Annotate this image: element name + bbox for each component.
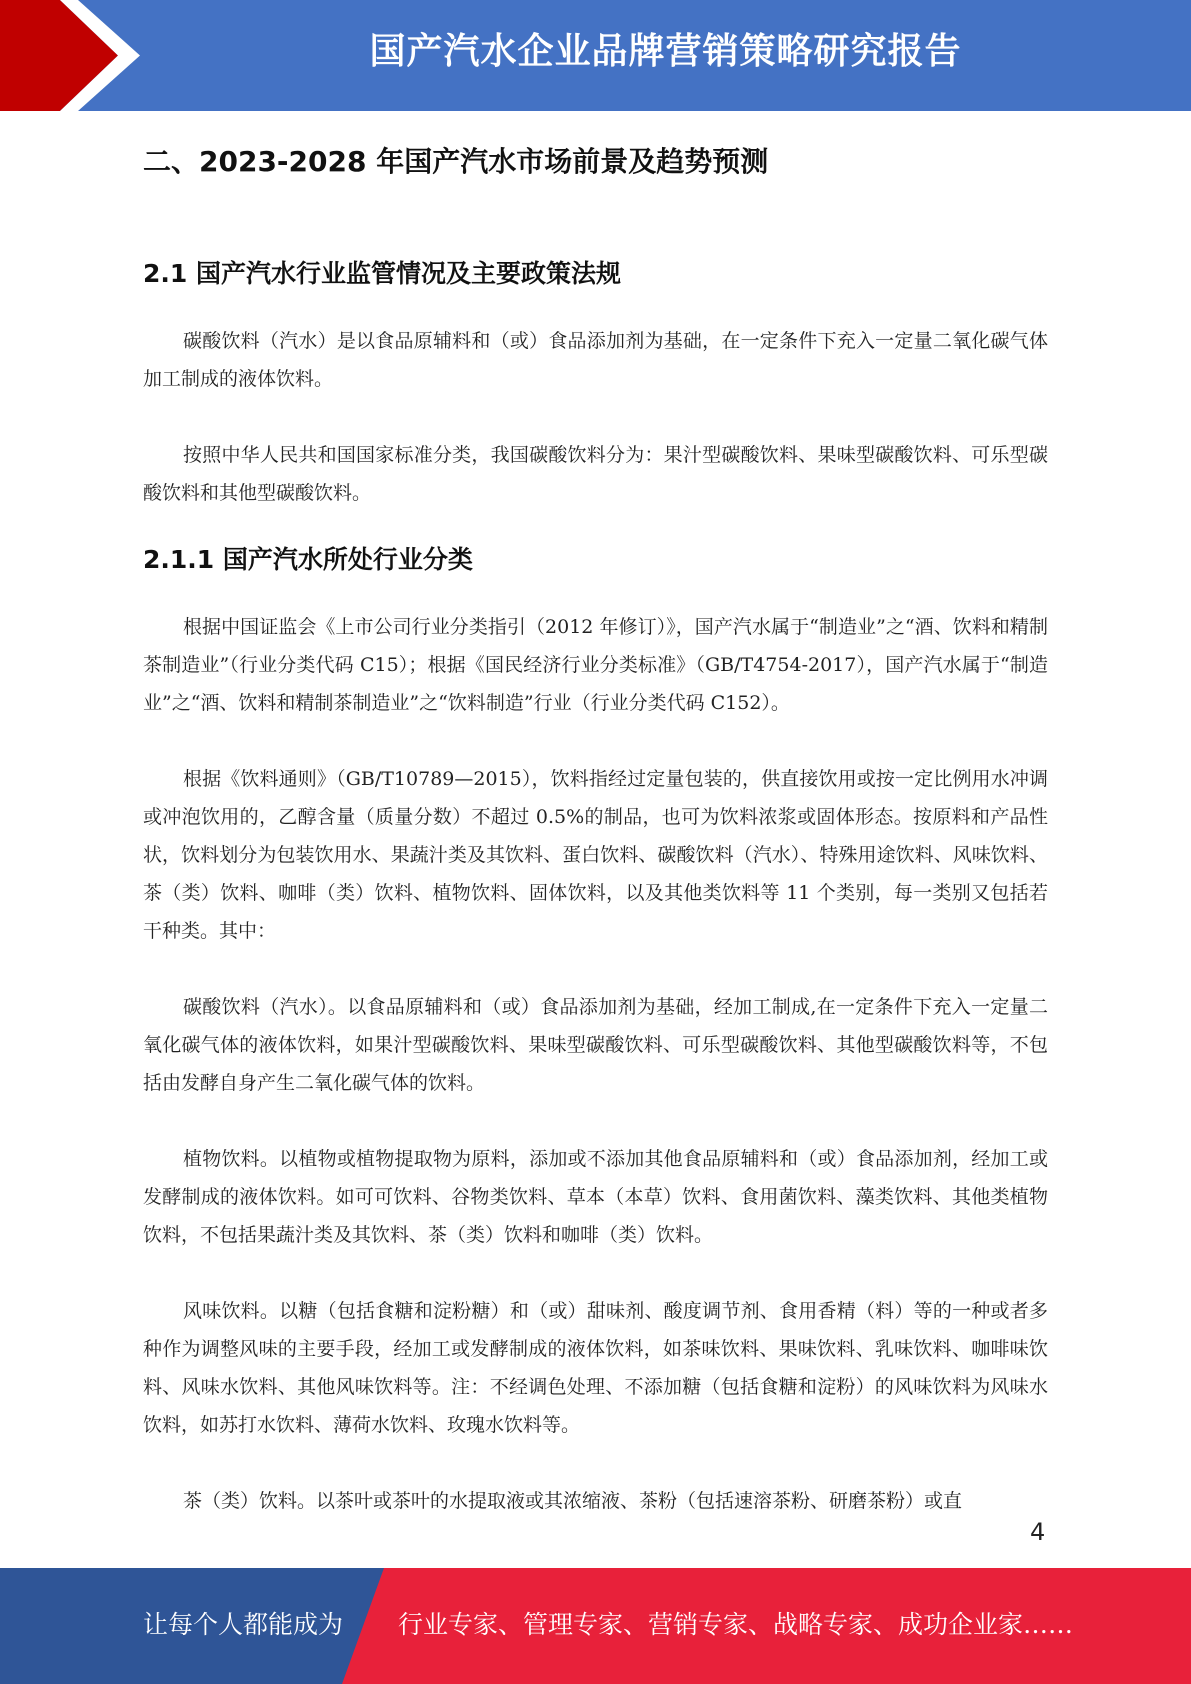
header-title: 国产汽水企业品牌营销策略研究报告 [369, 31, 962, 72]
paragraph: 碳酸饮料（汽水）。以食品原辅料和（或）食品添加剂为基础，经加工制成,在一定条件下充入一定量二氧化碳气体的液体饮料，如果汁型碳酸饮料、果味型碳酸饮料、可乐型碳酸饮料、其他型碳酸饮料等，不包括由发酵自身产生二氧化碳气体的饮料。 [143, 996, 1048, 1094]
footer-slogan-left: 让每个人都能成为 [143, 1610, 344, 1639]
paragraph: 根据中国证监会《上市公司行业分类指引（2012 年修订）》，国产汽水属于“制造业”之“酒、饮料和精制茶制造业”（行业分类代码 C15）；根据《国民经济行业分类标准》（GB/T4754-2017），国产汽水属于“制造业”之“酒、饮料和精制茶制造业”之“饮料制造”行业（行业分类代码 C152）。 [143, 616, 1048, 714]
paragraph: 根据《饮料通则》（GB/T10789—2015），饮料指经过定量包装的，供直接饮用或按一定比例用水冲调或冲泡饮用的，乙醇含量（质量分数）不超过 0.5%的制品，也可为饮料浓浆或固体形态。按原料和产品性状，饮料划分为包装饮用水、果蔬汁类及其饮料、蛋白饮料、碳酸饮料（汽水）、特殊用途饮料、风味饮料、茶（类）饮料、咖啡（类）饮料、植物饮料、固体饮料，以及其他类饮料等 11 个类别，每一类别又包括若干种类。其中： [143, 768, 1048, 942]
footer-slogan-right: 行业专家、管理专家、营销专家、战略专家、成功企业家…… [398, 1610, 1074, 1639]
page-footer [0, 1568, 1191, 1684]
subsection-heading-2-1-1: 2.1.1 国产汽水所处行业分类 [143, 545, 473, 574]
paragraph: 碳酸饮料（汽水）是以食品原辅料和（或）食品添加剂为基础，在一定条件下充入一定量二氧化碳气体加工制成的液体饮料。 [143, 330, 1048, 390]
subsection-heading-2-1: 2.1 国产汽水行业监管情况及主要政策法规 [143, 259, 621, 288]
section-heading: 二、2023-2028 年国产汽水市场前景及趋势预测 [143, 145, 769, 178]
page-content [143, 138, 1048, 1520]
paragraph: 茶（类）饮料。以茶叶或茶叶的水提取液或其浓缩液、茶粉（包括速溶茶粉、研磨茶粉）或直 [183, 1490, 963, 1512]
page-header [0, 0, 1191, 111]
page-number: 4 [1030, 1518, 1046, 1546]
paragraph: 风味饮料。以糖（包括食糖和淀粉糖）和（或）甜味剂、酸度调节剂、食用香精（料）等的一种或者多种作为调整风味的主要手段，经加工或发酵制成的液体饮料，如茶味饮料、果味饮料、乳味饮料、咖啡味饮料、风味水饮料、其他风味饮料等。注：不经调色处理、不添加糖（包括食糖和淀粉）的风味饮料为风味水饮料，如苏打水饮料、薄荷水饮料、玫瑰水饮料等。 [143, 1300, 1048, 1436]
paragraph: 植物饮料。以植物或植物提取物为原料，添加或不添加其他食品原辅料和（或）食品添加剂，经加工或发酵制成的液体饮料。如可可饮料、谷物类饮料、草本（本草）饮料、食用菌饮料、藻类饮料、其他类植物饮料，不包括果蔬汁类及其饮料、茶（类）饮料和咖啡（类）饮料。 [143, 1148, 1048, 1246]
header-arrow-decoration [0, 0, 160, 111]
paragraph: 按照中华人民共和国国家标准分类，我国碳酸饮料分为：果汁型碳酸饮料、果味型碳酸饮料、可乐型碳酸饮料和其他型碳酸饮料。 [143, 444, 1048, 504]
